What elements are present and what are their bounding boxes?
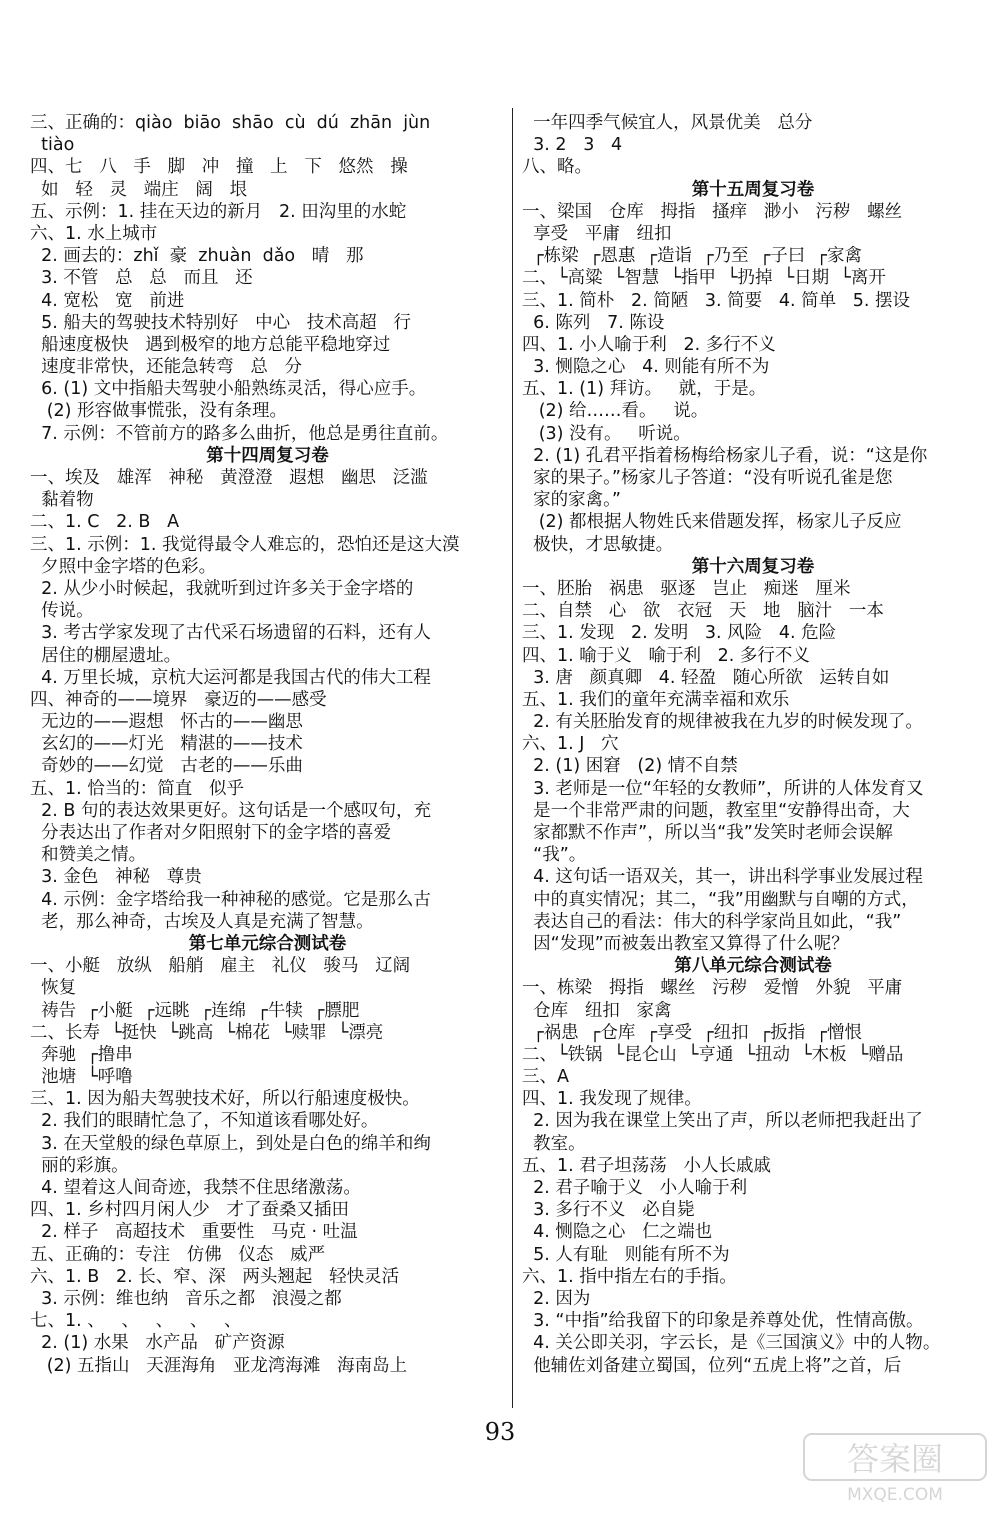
section-heading: 第十五周复习卷: [691, 179, 815, 200]
answer-line: tiào: [30, 135, 75, 156]
answer-line: 3. 老师是一位“年轻的女教师”，所讲的人体发育又: [522, 778, 924, 799]
answer-line: 五、正确的：专注 仿佛 仪态 威严: [30, 1244, 326, 1265]
answer-line: 黏着物: [30, 490, 94, 511]
answer-line: 夕照中金字塔的色彩。: [30, 556, 217, 577]
answer-line: 传说。: [30, 601, 94, 622]
answer-line: 四、1. 小人喻于利 2. 多行不义: [522, 334, 776, 355]
answer-line: 家都默不作声”，所以当“我”发笑时老师会误解: [522, 823, 893, 843]
answer-line: (3) 没有。 听说。: [522, 423, 691, 444]
answer-line: 4. 望着这人间奇迹，我禁不住思绪激荡。: [30, 1178, 361, 1198]
answer-line: 三、正确的：qiào biāo shāo cù dú zhān jùn: [30, 113, 431, 133]
answer-line: 三、1. 因为船夫驾驶技术好，所以行船速度极快。: [30, 1089, 420, 1110]
answer-line: 4. 万里长城，京杭大运河都是我国古代的伟大工程: [30, 667, 431, 688]
answer-line: 因“发现”而被轰出教室又算得了什么呢？: [522, 933, 849, 954]
answer-line: 五、1. (1) 拜访。 就，于是。: [522, 379, 767, 400]
answer-line: 分表达出了作者对夕阳照射下的金字塔的喜爱: [30, 823, 392, 843]
section-heading: 第十四周复习卷: [206, 445, 329, 466]
column-divider: [512, 108, 513, 1408]
watermark-url: MXQE.COM: [847, 1485, 943, 1505]
answer-line: 五、示例：1. 挂在天边的新月 2. 田沟里的水蛇: [30, 201, 407, 222]
answer-line: 3. 恻隐之心 4. 则能有所不为: [522, 357, 770, 378]
answer-line: 恢复: [30, 978, 77, 999]
answer-line: 奇妙的——幻觉 古老的——乐曲: [30, 756, 303, 777]
answer-line: 极快，才思敏捷。: [522, 534, 674, 555]
answer-line: 一、栋梁 拇指 螺丝 污秽 爱憎 外貌 平庸: [522, 978, 903, 999]
answer-line: 玄幻的——灯光 精湛的——技术: [30, 734, 303, 755]
answer-line: 四、1. 喻于义 喻于利 2. 多行不义: [522, 645, 810, 666]
answer-line: 八、略。: [522, 157, 592, 178]
answer-line: 4. 示例：金字塔给我一种神秘的感觉。它是那么古: [30, 889, 431, 910]
answer-line: 一、埃及 雄浑 神秘 黄澄澄 遐想 幽思 泛滥: [30, 468, 428, 488]
answer-line: 4. 这句话一语双关，其一，讲出科学事业发展过程: [522, 867, 923, 888]
answer-line: 二、长寿 └挺快 └跳高 └棉花 └赎罪 └漂亮: [30, 1022, 384, 1043]
answer-line: 丽的彩旗。: [30, 1155, 129, 1176]
answer-line: 4. 恻隐之心 仁之端也: [522, 1222, 713, 1243]
answer-line: 居住的棚屋遗址。: [30, 645, 182, 666]
answer-line: ┌祸患 ┌仓库 ┌享受 ┌纽扣 ┌扳指 ┌憎恨: [522, 1022, 862, 1043]
answer-line: 船速度极快 遇到极窄的地方总能平稳地穿过: [30, 334, 391, 355]
answer-line: 六、1. 指中指左右的手指。: [522, 1266, 737, 1287]
answer-line: 6. 陈列 7. 陈设: [522, 312, 665, 333]
answer-line: 六、1. B 2. 长、窄、深 两头翘起 轻快灵活: [30, 1266, 400, 1287]
answer-line: 3. 多行不义 必自毙: [522, 1200, 695, 1221]
answer-line: 3. 在天堂般的绿色草原上，到处是白色的绵羊和绚: [30, 1133, 431, 1154]
answer-line: 和赞美之情。: [30, 845, 147, 866]
answer-line: 2. 因为我在课堂上笑出了声，所以老师把我赶出了: [522, 1111, 923, 1132]
answer-line: 二、自禁 心 欲 衣冠 天 地 脑汁 一本: [522, 601, 884, 622]
answer-line: 三、A: [522, 1067, 569, 1088]
answer-line: 池塘 └呼噜: [30, 1067, 133, 1088]
answer-line: 老，那么神奇，古埃及人真是充满了智慧。: [30, 911, 374, 932]
answer-line: “我”。: [522, 845, 587, 866]
answer-line: 三、1. 示例：1. 我觉得最令人难忘的，恐怕还是这大漠: [30, 534, 460, 555]
answer-line: 2. (1) 水果 水产品 矿产资源: [30, 1333, 285, 1354]
answer-line: (2) 给……看。 说。: [522, 401, 709, 422]
answer-line: (2) 五指山 天涯海角 亚龙湾海滩 海南岛上: [30, 1355, 408, 1376]
answer-line: 他辅佐刘备建立蜀国，位列“五虎上将”之首，后: [522, 1355, 902, 1376]
answer-line: 教室。: [522, 1133, 586, 1154]
answer-line: ┌栋梁 ┌恩惠 ┌造诣 ┌乃至 ┌子曰 ┌家禽: [522, 246, 862, 267]
answer-line: 七、1. 、 、 、 、 、: [30, 1311, 242, 1332]
answer-line: 2. 有关胚胎发育的规律被我在九岁的时候发现了。: [522, 712, 923, 733]
answer-line: 六、1. 水上城市: [30, 223, 158, 244]
answer-line: 3. 金色 神秘 尊贵: [30, 867, 202, 888]
answer-line: 三、1. 简朴 2. 简陋 3. 简要 4. 简单 5. 摆设: [522, 290, 911, 311]
answer-line: 享受 平庸 纽扣: [522, 223, 672, 244]
answer-line: 2. (1) 孔君平指着杨梅给杨家儿子看，说：“这是你: [522, 445, 928, 466]
answer-line: 2. 画去的：zhǐ 豪 zhuàn dǎo 晴 那: [30, 246, 364, 267]
left-column: [30, 112, 505, 1377]
answer-line: 仓库 纽扣 家禽: [522, 1000, 672, 1021]
answer-line: 3. 考古学家发现了古代采石场遗留的石料，还有人: [30, 623, 431, 644]
answer-line: 速度非常快，还能急转弯 总 分: [30, 357, 303, 378]
answer-line: 一、梁国 仓库 拇指 搔痒 渺小 污秽 螺丝: [522, 201, 903, 222]
answer-line: 一、胚胎 祸患 驱逐 岂止 痴迷 厘米: [522, 578, 851, 599]
answer-line: 如 轻 灵 端庄 阔 垠: [30, 179, 248, 200]
answer-line: 3. “中指”给我留下的印象是养尊处优，性情高傲。: [522, 1311, 924, 1332]
answer-line: 2. 因为: [522, 1288, 591, 1309]
answer-line: 3. 2 3 4: [522, 135, 623, 156]
answer-line: 家的家禽。”: [522, 490, 621, 511]
answer-line: 2. 样子 高超技术 重要性 马克 · 吐温: [30, 1222, 358, 1243]
answer-line: 是一个非常严肃的问题，教室里“安静得出奇，大: [522, 800, 910, 821]
answer-line: 奔驰 ┌撸串: [30, 1044, 133, 1065]
answer-line: 五、1. 我们的童年充满幸福和欢乐: [522, 689, 790, 710]
answer-line: 家的果子。”杨家儿子答道：“没有听说孔雀是您: [522, 468, 893, 488]
section-heading: 第八单元综合测试卷: [674, 956, 832, 977]
answer-line: 2. (1) 困窘 (2) 情不自禁: [522, 756, 738, 777]
watermark-logo: [800, 1430, 990, 1508]
answer-line: 2. 从少小时候起，我就听到过许多关于金字塔的: [30, 578, 414, 599]
answer-line: 一年四季气候宜人，风景优美 总分: [522, 113, 813, 133]
answer-line: 中的真实情况；其二，“我”用幽默与自嘲的方式，: [522, 889, 919, 910]
answer-line: 二、└铁锅 └昆仑山 └亨通 └扭动 └木板 └赠品: [522, 1044, 904, 1065]
answer-line: (2) 形容做事慌张，没有条理。: [30, 401, 288, 422]
answer-line: 3. 唐 颜真卿 4. 轻盈 随心所欲 运转自如: [522, 667, 890, 688]
answer-line: 7. 示例：不管前方的路多么曲折，他总是勇往直前。: [30, 423, 449, 444]
answer-line: 5. 船夫的驾驶技术特别好 中心 技术高超 行: [30, 312, 411, 333]
answer-line: 六、1. J 穴: [522, 734, 619, 755]
answer-line: 二、└高粱 └智慧 └指甲 └扔掉 └日期 └离开: [522, 268, 886, 289]
section-heading: 第七单元综合测试卷: [188, 933, 347, 954]
answer-line: 一、小艇 放纵 船艄 雇主 礼仪 骏马 辽阔: [30, 956, 411, 977]
answer-line: 4. 关公即关羽，字云长，是《三国演义》中的人物。: [522, 1333, 941, 1354]
answer-line: 无边的——遐想 怀古的——幽思: [30, 712, 303, 733]
answer-line: 6. (1) 文中指船夫驾驶小船熟练灵活，得心应手。: [30, 379, 427, 400]
answer-line: (2) 都根据人物姓氏来借题发挥，杨家儿子反应: [522, 512, 902, 533]
answer-line: 2. B 句的表达效果更好。这句话是一个感叹句，充: [30, 800, 431, 821]
right-column: [522, 112, 984, 1377]
answer-line: 5. 人有耻 则能有所不为: [522, 1244, 730, 1265]
page-number: 93: [484, 1418, 516, 1446]
answer-line: 3. 示例：维也纳 音乐之都 浪漫之都: [30, 1288, 342, 1309]
answer-line: 2. 君子喻于义 小人喻于利: [522, 1178, 748, 1198]
answer-line: 3. 不管 总 总 而且 还: [30, 268, 253, 289]
answer-line: 表达自己的看法：伟大的科学家尚且如此，“我”: [522, 911, 902, 932]
answer-line: 2. 我们的眼睛忙急了，不知道该看哪处好。: [30, 1111, 379, 1132]
watermark-text: 答案圈: [846, 1440, 944, 1478]
answer-line: 四、1. 乡村四月闲人少 才了蚕桑又插田: [30, 1200, 349, 1221]
answer-line: 五、1. 君子坦荡荡 小人长戚戚: [522, 1155, 771, 1176]
answer-line: 三、1. 发现 2. 发明 3. 风险 4. 危险: [522, 623, 837, 644]
answer-line: 四、1. 我发现了规律。: [522, 1089, 702, 1110]
answer-line: 五、1. 恰当的：简直 似乎: [30, 778, 244, 799]
answer-line: 二、1. C 2. B A: [30, 512, 180, 533]
answer-line: 四、七 八 手 脚 冲 撞 上 下 悠然 操: [30, 157, 408, 178]
answer-line: 4. 宽松 宽 前进: [30, 290, 185, 311]
answer-line: 四、神奇的——境界 豪迈的——感受: [30, 689, 327, 710]
section-heading: 第十六周复习卷: [691, 556, 815, 577]
answer-line: 祷告 ┌小艇 ┌远眺 ┌连绵 ┌牛犊 ┌膘肥: [30, 1000, 360, 1021]
